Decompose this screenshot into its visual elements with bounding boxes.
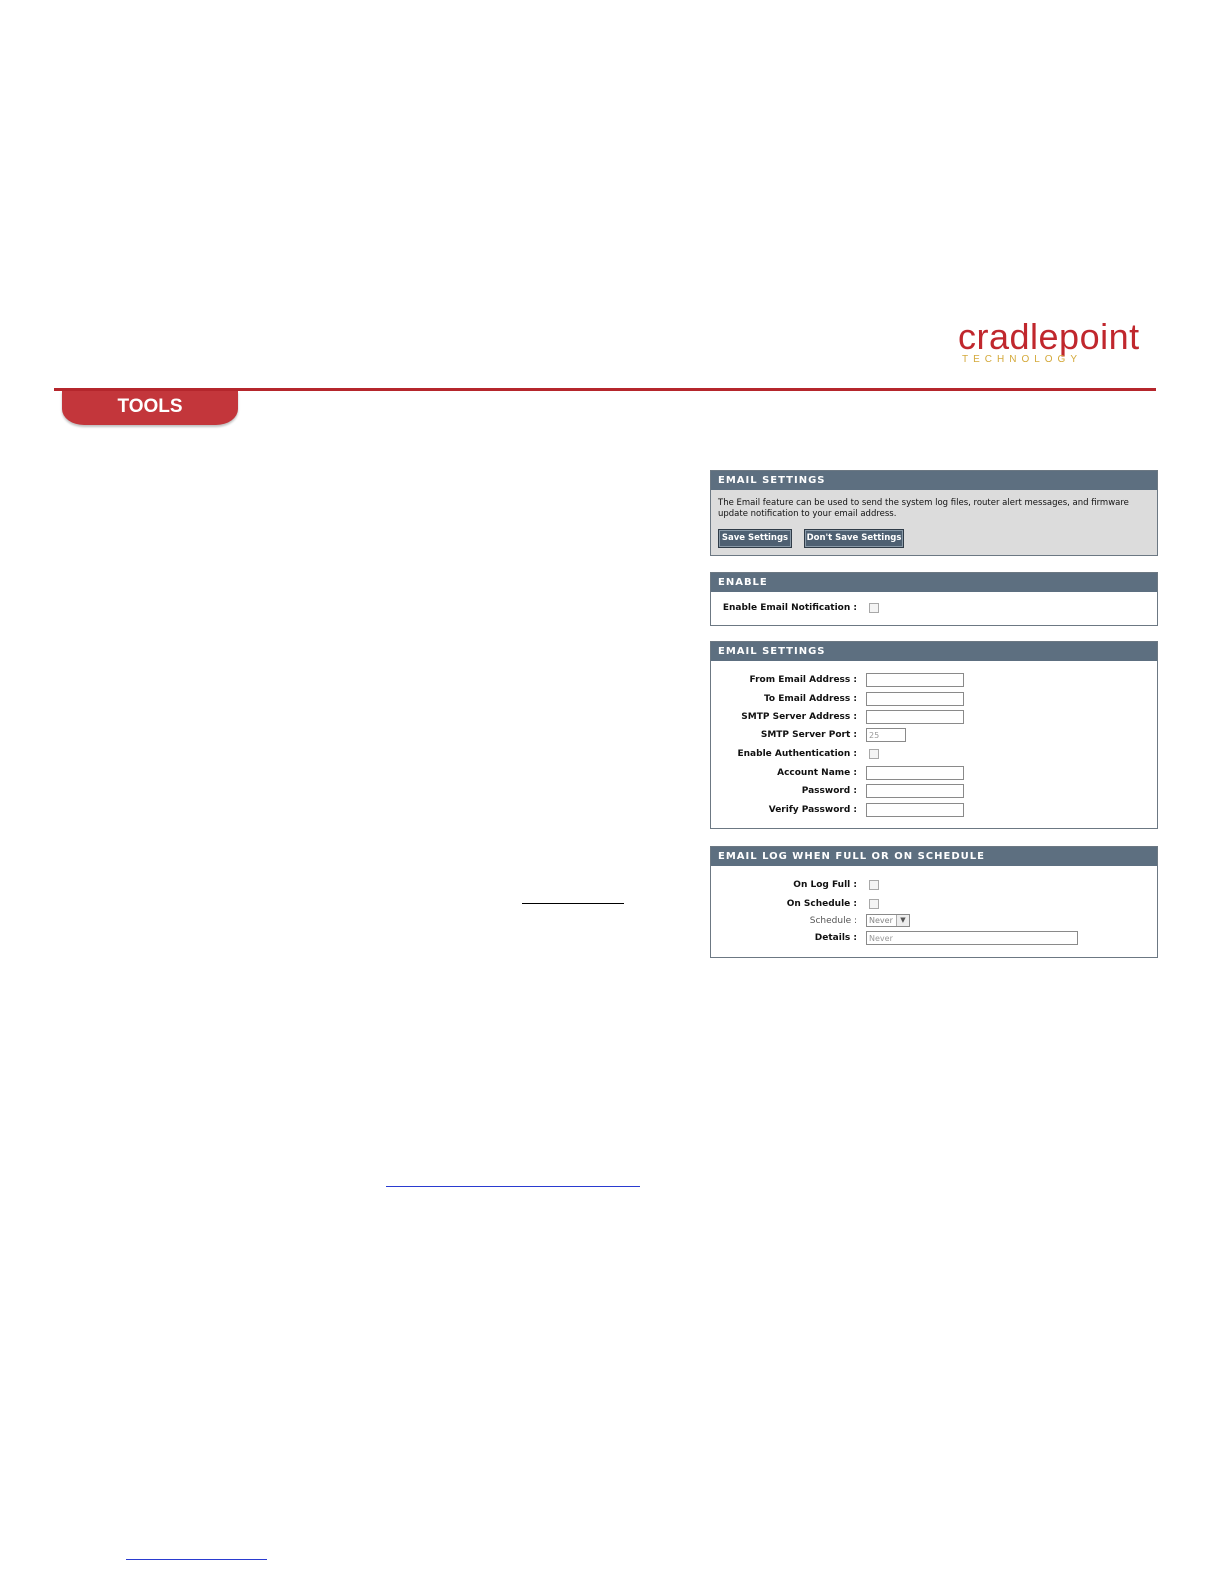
verify-password-row: [711, 803, 1155, 821]
account-name-label: Account Name :: [777, 768, 857, 778]
panel-description: The Email feature can be used to send the system log files, router alert messages, and firmware update notification to your email address.: [718, 498, 1129, 519]
smtp-address-row: [711, 710, 1155, 728]
panel-title: EMAIL SETTINGS: [711, 471, 1157, 490]
account-name-input[interactable]: [866, 766, 964, 780]
to-email-input[interactable]: [866, 692, 964, 706]
enable-auth-row: [711, 747, 1155, 765]
from-email-row: [711, 673, 1155, 691]
footer-link-underline: [126, 1559, 267, 1560]
smtp-port-label: SMTP Server Port :: [760, 730, 857, 740]
panel-title: EMAIL LOG WHEN FULL OR ON SCHEDULE: [711, 847, 1157, 866]
logo-tagline: TECHNOLOGY: [962, 354, 1083, 365]
verify-password-input[interactable]: [866, 803, 964, 817]
save-settings-button[interactable]: Save Settings: [718, 529, 792, 548]
schedule-select[interactable]: [866, 914, 910, 927]
on-schedule-checkbox[interactable]: [869, 899, 879, 909]
hyperlink-underline: [386, 1186, 640, 1187]
password-row: [711, 784, 1155, 802]
smtp-address-input[interactable]: [866, 710, 964, 724]
password-label: Password :: [801, 786, 857, 796]
smtp-address-label: SMTP Server Address :: [741, 712, 857, 722]
on-log-full-label: On Log Full :: [793, 880, 857, 890]
on-log-full-row: [711, 878, 1155, 896]
details-row: [711, 931, 1155, 949]
schedule-select-value: Never: [869, 916, 893, 925]
schedule-label: Schedule :: [809, 916, 857, 926]
enable-email-label: Enable Email Notification :: [722, 603, 857, 613]
to-email-label: To Email Address :: [763, 694, 857, 704]
text-underline: [522, 903, 624, 904]
email-settings-intro-panel: [710, 470, 1158, 556]
panel-title: EMAIL SETTINGS: [711, 642, 1157, 661]
logo-wordmark: cradlepoint: [958, 316, 1140, 357]
cradlepoint-logo: [958, 316, 1148, 368]
on-log-full-checkbox[interactable]: [869, 880, 879, 890]
section-tab-label: TOOLS: [117, 396, 183, 417]
section-tab-tools: [62, 391, 238, 425]
schedule-row: [711, 914, 1155, 932]
chevron-down-icon: ▼: [896, 915, 909, 926]
enable-email-row: [711, 601, 1155, 619]
smtp-port-row: [711, 728, 1155, 746]
panel-title: ENABLE: [711, 573, 1157, 592]
on-schedule-label: On Schedule :: [786, 899, 857, 909]
from-email-input[interactable]: [866, 673, 964, 687]
enable-panel: [710, 572, 1158, 626]
account-name-row: [711, 766, 1155, 784]
details-field: Never: [866, 931, 1078, 945]
smtp-port-input[interactable]: 25: [866, 728, 906, 742]
enable-auth-checkbox[interactable]: [869, 749, 879, 759]
to-email-row: [711, 692, 1155, 710]
details-label: Details :: [814, 933, 857, 943]
dont-save-settings-button[interactable]: Don't Save Settings: [804, 529, 904, 548]
email-settings-panel: [710, 641, 1158, 829]
email-log-panel: [710, 846, 1158, 958]
enable-email-checkbox[interactable]: [869, 603, 879, 613]
from-email-label: From Email Address :: [749, 675, 857, 685]
password-input[interactable]: [866, 784, 964, 798]
on-schedule-row: [711, 897, 1155, 915]
enable-auth-label: Enable Authentication :: [737, 749, 857, 759]
verify-password-label: Verify Password :: [768, 805, 857, 815]
